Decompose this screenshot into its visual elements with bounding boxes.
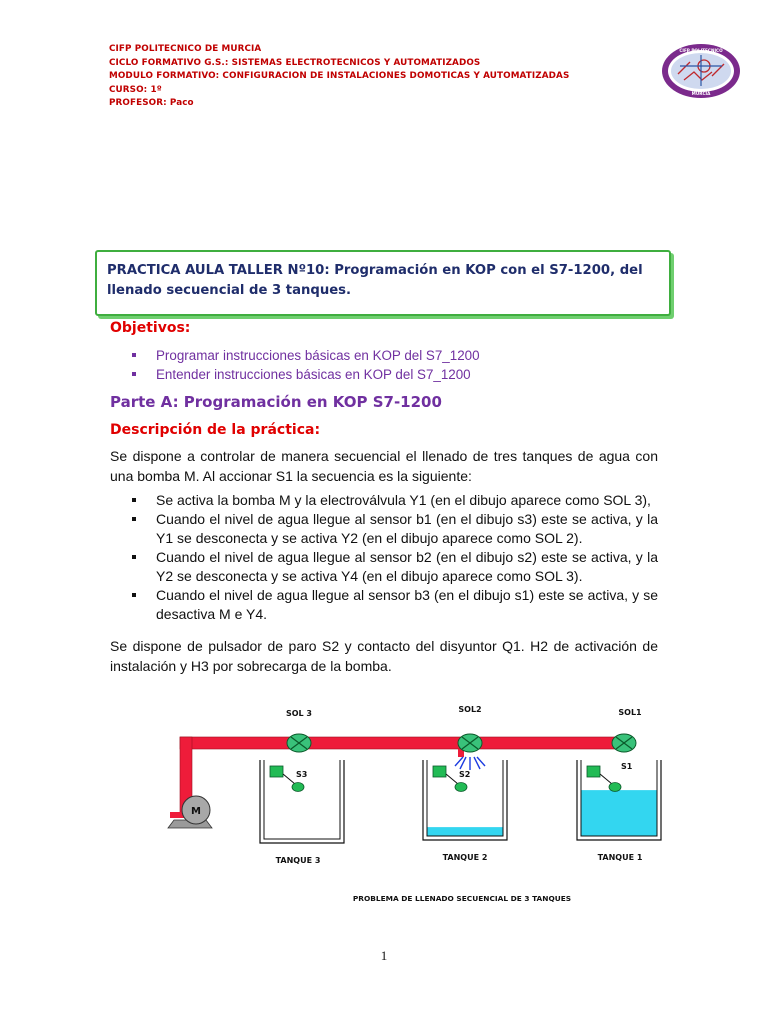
tank-label: TANQUE 3 [275,856,321,865]
main-pipe [180,737,625,749]
list-item: Cuando el nivel de agua llegue al sensor b1 (en el dibujo s3) este se activa, y la Y1 se desconecta y se activa Y2 (en el dibujo aparece como SOL 2). [132,510,658,548]
valve-sol1 [612,708,642,752]
page-number: 1 [380,948,388,963]
header-school: CIFP POLITECNICO DE MURCIA [109,44,262,54]
sensor-box [433,766,446,777]
tank-label: TANQUE 2 [442,853,488,862]
practice-title-box [95,250,671,316]
list-item: Entender instrucciones básicas en KOP del S7_1200 [132,365,480,384]
sensor-label: S3 [296,770,308,779]
document-header [109,43,569,111]
sensor-box [270,766,283,777]
sensor-rod [283,774,295,784]
sensor-float [292,783,304,792]
header-cycle: CICLO FORMATIVO G.S.: SISTEMAS ELECTROTECNICOS Y AUTOMATIZADOS [109,57,481,68]
list-item: Programar instrucciones básicas en KOP del S7_1200 [132,346,480,365]
list-item: Se activa la bomba M y la electroválvula Y1 (en el dibujo aparece como SOL 3), [132,491,658,510]
diagram-caption: PROBLEMA DE LLENADO SECUENCIAL DE 3 TANQUES [352,894,572,903]
pump [168,796,212,828]
valve-label: SOL 3 [285,709,313,718]
logo-top-text: CIFP POLITECNICO [679,48,723,53]
description-closing: Se dispone de pulsador de paro S2 y contacto del disyuntor Q1. H2 de activación de instalación y H3 por sobrecarga de la bomba. [110,638,658,674]
sensor-rod [600,774,612,784]
list-item: Cuando el nivel de agua llegue al sensor b2 (en el dibujo s2) este se activa, y la Y2 se desconecta y se activa Y4 (en el dibujo aparece como SOL 3). [132,548,658,586]
sensor-float [455,783,467,792]
description-heading: Descripción de la práctica: [110,422,321,438]
sensor-box [587,766,600,777]
description-intro: Se dispone a controlar de manera secuencial el llenado de tres tanques de agua con una bomba M. Al accionar S1 la secuencia es la siguiente: [110,448,658,484]
school-logo [660,42,742,100]
water-spray-icon [455,757,485,770]
header-module: MODULO FORMATIVO: CONFIGURACION DE INSTALACIONES DOMOTICAS Y AUTOMATIZADAS [109,71,570,82]
pump-label: M [191,806,201,817]
objectives-list [132,346,480,384]
header-course: CURSO: 1º [109,84,162,95]
sensor-label: S2 [459,770,471,779]
tank-diagram [160,700,670,915]
sensor-label: S1 [621,762,633,771]
header-teacher: PROFESOR: Paco [109,98,194,109]
valve-label: SOL1 [618,708,642,717]
part-a-heading: Parte A: Programación en KOP S7-1200 [110,393,442,411]
sequence-list [132,491,658,624]
sensor-rod [446,774,458,784]
logo-bottom-text: MURCIA [691,91,711,96]
valve-label: SOL2 [458,705,482,714]
tank-label: TANQUE 1 [597,853,643,862]
valve-sol3 [286,709,312,752]
water-level [427,827,503,836]
practice-title: PRACTICA AULA TALLER Nº10: Programación en KOP con el S7-1200, del llenado secuencial de 3 tanques. [107,263,643,298]
objectives-heading: Objetivos: [110,320,191,336]
list-item: Cuando el nivel de agua llegue al sensor b3 (en el dibujo s1) este se activa, y se desactiva M e Y4. [132,586,658,624]
sensor-float [609,783,621,792]
water-level [581,790,657,836]
